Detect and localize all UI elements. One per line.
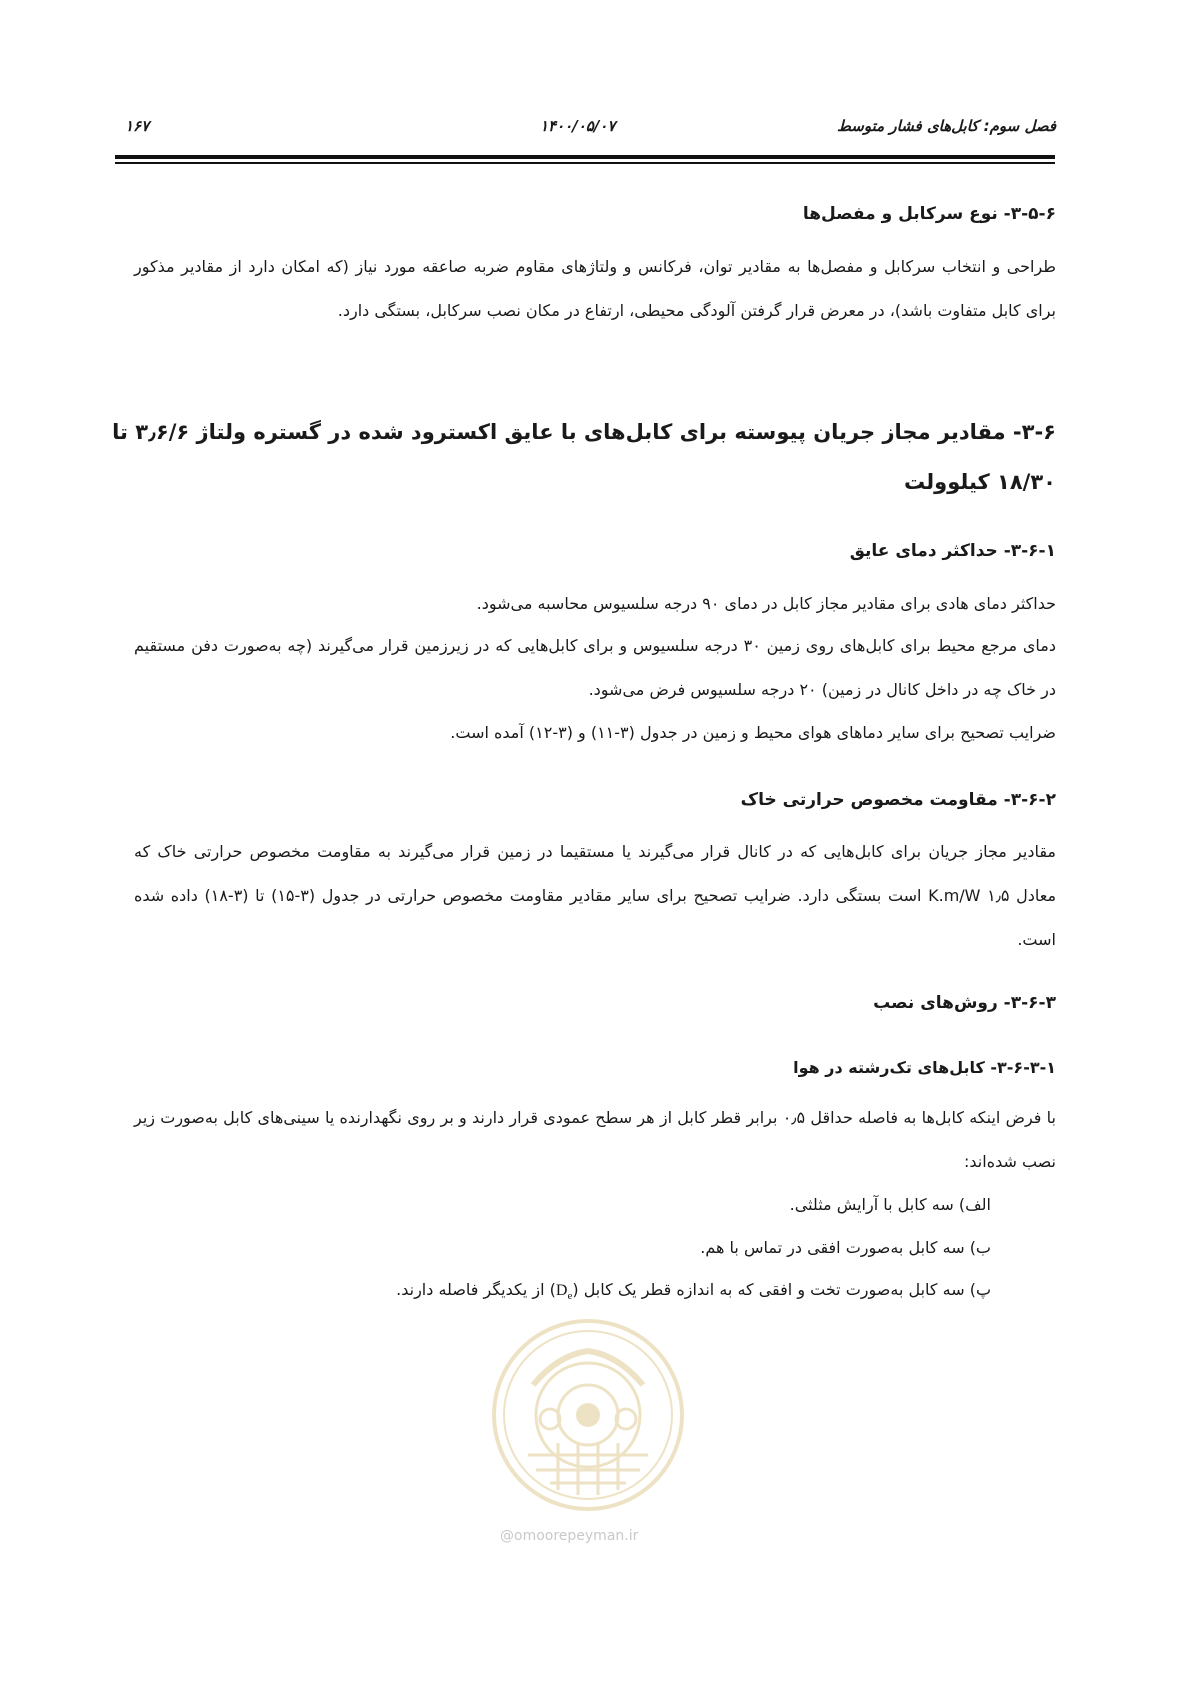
paragraph-correction-factors-temp: ضرایب تصحیح برای سایر دماهای هوای محیط و زمین در جدول (۳-۱۱) و (۳-۱۲) آمده است. [450, 723, 1056, 742]
running-header-date: ۱۴۰۰/۰۵/۰۷ [540, 117, 616, 135]
page-number: ۱۶۷ [125, 117, 150, 135]
paragraph-terminations: طراحی و انتخاب سرکابل و مفصل‌ها به مقادیر توان، فرکانس و ولتاژهای مقاوم ضربه صاعقه مورد نیاز (که امکان دارد از مقادیر مذکور برای کابل متفاوت باشد)، در معرض قرار گرفتن آلودگی محیطی، ارتفاع در مکان نصب سرکابل، بستگی دارد. [134, 257, 1056, 320]
paragraph-soil-resistivity [134, 830, 1056, 962]
header-rule-thick [115, 155, 1055, 159]
heading-3-6-3: ۳-۶-۳- روش‌های نصب [873, 993, 1056, 1013]
paragraph-max-conductor-temp: حداکثر دمای هادی برای مقادیر مجاز کابل در دمای ۹۰ درجه سلسیوس محاسبه می‌شود. [476, 594, 1056, 613]
list-item-trefoil: الف) سه کابل با آرایش مثلثی. [789, 1195, 991, 1214]
heading-3-6-line1: ۳-۶- مقادیر مجاز جریان پیوسته برای کابل‌های با عایق اکسترود شده در گستره ولتاژ ۳٫۶/۶ تا [112, 420, 1056, 444]
soil-text-b: است بستگی دارد. ضرایب تصحیح برای سایر مقادیر مقاومت مخصوص حرارتی در جدول (۳-۱۵) تا (۳-۱۸) داده شده است. [134, 886, 1056, 949]
heading-3-6-line2: ۱۸/۳۰ کیلوولت [904, 470, 1056, 494]
paragraph-reference-ambient: دمای مرجع محیط برای کابل‌های روی زمین ۳۰ درجه سلسیوس و برای کابل‌هایی که در زیرزمین قرار می‌گیرند (چه به‌صورت دفن مستقیم در خاک چه در داخل کانال در زمین) ۲۰ درجه سلسیوس فرض می‌شود. [134, 636, 1056, 699]
heading-3-6-1: ۳-۶-۱- حداکثر دمای عایق [849, 541, 1056, 561]
heading-3-5-6: ۳-۵-۶- نوع سرکابل و مفصل‌ها [802, 204, 1056, 224]
running-header-chapter: فصل سوم: کابل‌های فشار متوسط [837, 117, 1056, 135]
cable-diameter-symbol: $D_e$ [555, 1282, 573, 1303]
list-item-flat-spaced: پ) سه کابل به‌صورت تخت و افقی که به اندازه قطر یک کابل $(D_e)$ از یکدیگر فاصله دارند. [396, 1280, 991, 1303]
paragraph-single-core-in-air: با فرض اینکه کابل‌ها به فاصله حداقل ۰٫۵ برابر قطر کابل از هر سطح عمودی قرار دارند و بر روی نگهدارنده یا سینی‌های کابل به‌صورت زیر نصب شده‌اند: [134, 1108, 1057, 1171]
watermark-site: @omoorepeyman.ir [500, 1528, 639, 1544]
heading-3-6-2: ۳-۶-۲- مقاومت مخصوص حرارتی خاک [740, 790, 1056, 810]
soil-text-a: مقادیر مجاز جریان برای کابل‌هایی که در کانال قرار می‌گیرند یا مستقیما در زمین قرار می‌گیرند به مقاومت مخصوص حرارتی خاک که معادل [134, 842, 1057, 905]
watermark-seal-icon [488, 1315, 688, 1515]
soil-resistivity-value: K.m/W ۱٫۵ [928, 886, 1010, 905]
heading-3-6-3-1: ۳-۶-۳-۱- کابل‌های تک‌رشته در هوا [793, 1058, 1056, 1077]
list-item-flat-touching: ب) سه کابل به‌صورت افقی در تماس با هم. [700, 1238, 991, 1257]
header-rule-thin [115, 162, 1055, 164]
